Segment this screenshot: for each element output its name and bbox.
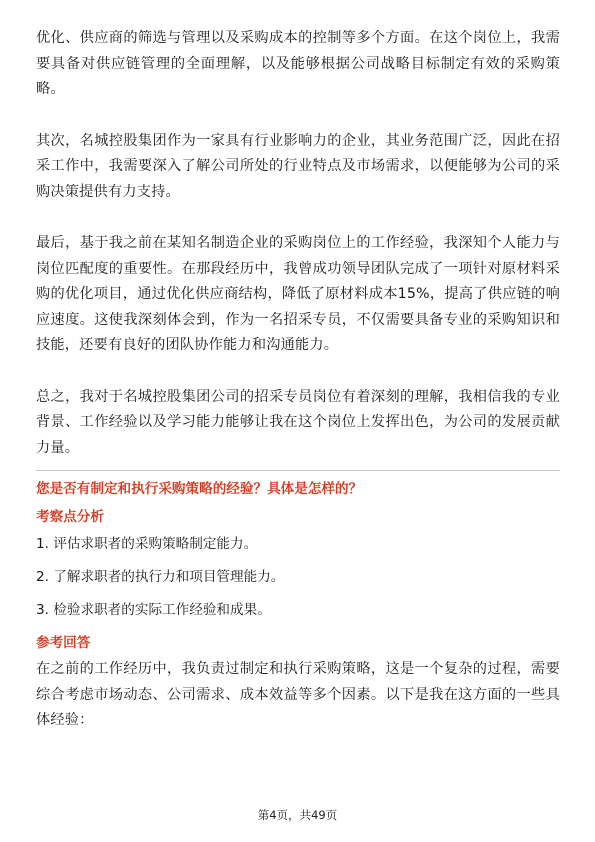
paragraph-2: 其次，名城控股集团作为一家具有行业影响力的企业，其业务范围广泛，因此在招采工作中，我需要深入了解公司所处的行业特点及市场需求，以便能够为公司的采购决策提供有力支持。 bbox=[36, 132, 560, 200]
list-item: 3. 检验求职者的实际工作经验和成果。 bbox=[36, 602, 271, 618]
reference-answer-heading: 参考回答 bbox=[36, 635, 91, 651]
section-divider bbox=[36, 470, 560, 471]
document-body bbox=[36, 26, 560, 734]
paragraph-4: 总之，我对于名城控股集团公司的招采专员岗位有着深刻的理解，我相信我的专业背景、工作经验以及学习能力能够让我在这个岗位上发挥出色，为公司的发展贡献力量。 bbox=[36, 388, 560, 456]
list-item: 1. 评估求职者的采购策略制定能力。 bbox=[36, 536, 258, 552]
list-item: 2. 了解求职者的执行力和项目管理能力。 bbox=[36, 569, 285, 585]
interview-question: 您是否有制定和执行采购策略的经验？具体是怎样的？ bbox=[36, 481, 363, 497]
analysis-heading: 考察点分析 bbox=[36, 509, 104, 525]
page-number: 第4页，共49页 bbox=[257, 808, 338, 822]
paragraph-1: 优化、供应商的筛选与管理以及采购成本的控制等多个方面。在这个岗位上，我需要具备对供应链管理的全面理解，以及能够根据公司战略目标制定有效的采购策略。 bbox=[36, 30, 560, 97]
analysis-list bbox=[36, 533, 560, 621]
paragraph-3: 最后，基于我之前在某知名制造企业的采购岗位上的工作经验，我深知个人能力与岗位匹配度的重要性。在那段经历中，我曾成功领导团队完成了一项针对原材料采购的优化项目，通过优化供应商结构，降低了原材料成本15%，提高了供应链的响应速度。这使我深刻体会到，作为一名招采专员，不仅需要具备专业的采购知识和技能，还要有良好的团队协作能力和沟通能力。 bbox=[36, 235, 560, 353]
reference-answer-text: 在之前的工作经历中，我负责过制定和执行采购策略，这是一个复杂的过程，需要综合考虑市场动态、公司需求、成本效益等多个因素。以下是我在这方面的一些具体经验： bbox=[36, 661, 560, 728]
